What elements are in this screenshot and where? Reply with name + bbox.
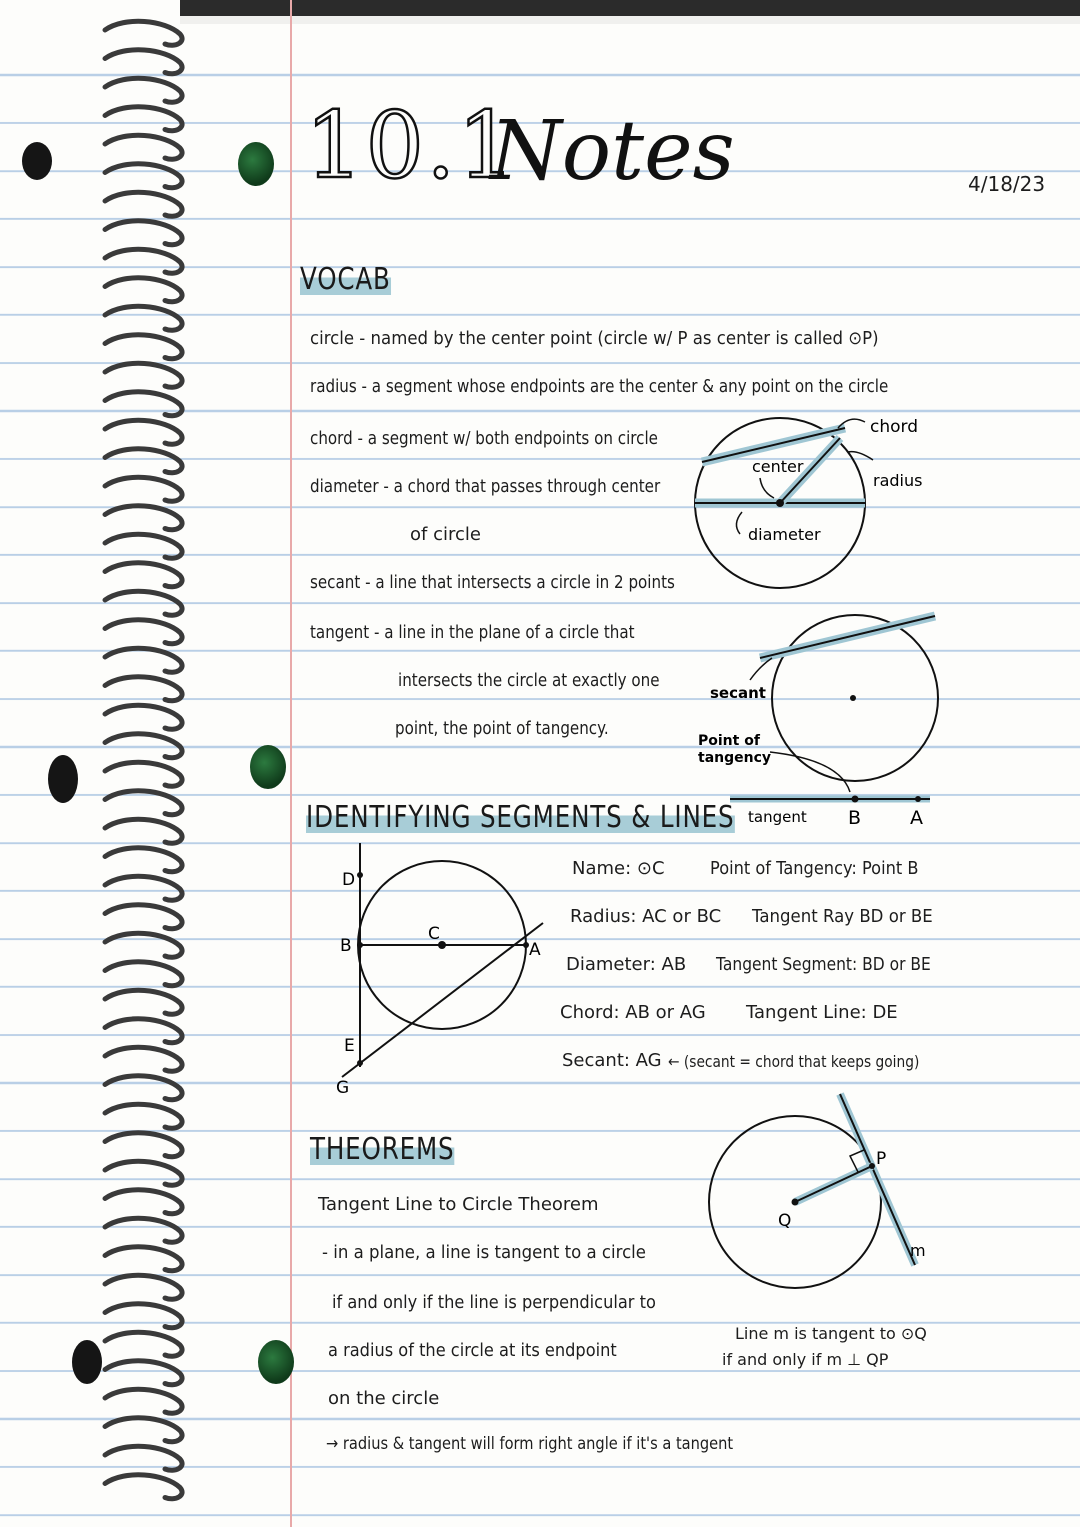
tangency-pointer-arrow bbox=[770, 752, 850, 792]
spiral-coil bbox=[105, 876, 182, 900]
secant-tangent-diagram bbox=[690, 600, 960, 830]
point-p-label: P bbox=[876, 1149, 887, 1169]
spiral-coil bbox=[105, 620, 182, 644]
spiral-coil bbox=[105, 534, 182, 558]
identifying-diagram bbox=[330, 835, 560, 1100]
point-of-tangency-label-2: tangency bbox=[698, 750, 772, 766]
identify-radius: Radius: AC or BC bbox=[570, 906, 722, 927]
spiral-coil bbox=[105, 164, 182, 188]
theorems-heading: THEOREMS bbox=[310, 1132, 455, 1167]
vocab-circle: circle - named by the center point (circle w/ P as center is called ⊙P) bbox=[310, 328, 879, 349]
identifying-heading: IDENTIFYING SEGMENTS & LINES bbox=[306, 800, 735, 835]
spiral-coil bbox=[105, 1418, 182, 1442]
spiral-coil bbox=[105, 677, 182, 701]
top-edge-light bbox=[180, 16, 1080, 24]
theorem-line-1: - in a plane, a line is tangent to a circle bbox=[322, 1242, 646, 1263]
center-dot bbox=[850, 695, 856, 701]
point-e-label: E bbox=[344, 1036, 355, 1056]
radius-qp-line bbox=[795, 1166, 872, 1202]
spiral-coil bbox=[105, 962, 182, 986]
binder-hole bbox=[48, 755, 78, 803]
point-of-tangency-label-1: Point of bbox=[698, 733, 760, 749]
spiral-coil bbox=[105, 591, 182, 615]
spiral-coil bbox=[105, 1475, 182, 1499]
spiral-coil bbox=[105, 1218, 182, 1242]
circle-parts-diagram bbox=[690, 400, 950, 610]
spiral-coil bbox=[105, 363, 182, 387]
center-dot bbox=[776, 499, 784, 507]
theorem-line-4: on the circle bbox=[328, 1388, 440, 1409]
binder-hole bbox=[72, 1340, 102, 1384]
point-b-dot bbox=[357, 942, 363, 948]
spiral-coil bbox=[105, 107, 182, 131]
top-edge bbox=[180, 0, 1080, 16]
spiral-binding bbox=[95, 0, 205, 1527]
theorem-line-3: a radius of the circle at its endpoint bbox=[328, 1340, 617, 1361]
spiral-coil bbox=[105, 506, 182, 530]
theorem-caption-1: Line m is tangent to ⊙Q bbox=[735, 1324, 927, 1343]
spiral-coil bbox=[105, 1389, 182, 1413]
spiral-coil bbox=[105, 1104, 182, 1128]
vocab-diameter: diameter - a chord that passes through center bbox=[310, 476, 661, 497]
spiral-coil bbox=[105, 1161, 182, 1185]
point-g-label: G bbox=[336, 1078, 350, 1098]
spiral-coil bbox=[105, 392, 182, 416]
theorem-caption-2: if and only if m ⊥ QP bbox=[722, 1350, 889, 1369]
spiral-coil bbox=[105, 1190, 182, 1214]
spiral-coil bbox=[105, 1446, 182, 1470]
vocab-secant: secant - a line that intersects a circle in 2 points bbox=[310, 572, 675, 593]
spiral-coil bbox=[105, 221, 182, 245]
identify-secant: Secant: AG bbox=[562, 1050, 662, 1071]
point-d-label: D bbox=[342, 870, 356, 890]
point-a-label: A bbox=[910, 807, 923, 829]
identify-tangent-ray: Tangent Ray BD or BE bbox=[752, 906, 933, 927]
spiral-coil bbox=[105, 819, 182, 843]
chord-label: chord bbox=[870, 417, 919, 437]
identify-chord: Chord: AB or AG bbox=[560, 1002, 706, 1023]
vocab-chord: chord - a segment w/ both endpoints on circle bbox=[310, 428, 658, 449]
theorem-line-5: → radius & tangent will form right angle if it's a tangent bbox=[326, 1434, 734, 1454]
vocab-tangent: tangent - a line in the plane of a circle that bbox=[310, 622, 635, 643]
point-d-dot bbox=[357, 872, 363, 878]
secant-line bbox=[760, 616, 935, 658]
identify-name: Name: ⊙C bbox=[572, 858, 665, 879]
identify-point-of-tangency: Point of Tangency: Point B bbox=[710, 858, 919, 879]
binder-hole bbox=[258, 1340, 294, 1384]
line-m-label: m bbox=[910, 1241, 926, 1260]
spiral-coil bbox=[105, 1047, 182, 1071]
date: 4/18/23 bbox=[968, 172, 1046, 196]
spiral-coil bbox=[105, 1076, 182, 1100]
center-arrow bbox=[760, 478, 774, 498]
spiral-coil bbox=[105, 192, 182, 216]
spiral-coil bbox=[105, 1332, 182, 1356]
center-label: center bbox=[752, 457, 804, 476]
identify-secant-note: ← (secant = chord that keeps going) bbox=[668, 1052, 920, 1071]
title-word: Notes bbox=[490, 104, 735, 199]
spiral-coil bbox=[105, 990, 182, 1014]
spiral-coil bbox=[105, 50, 182, 74]
vocab-diameter-cont: of circle bbox=[410, 524, 481, 545]
tangent-label: tangent bbox=[748, 808, 807, 826]
point-b-label: B bbox=[848, 807, 862, 829]
point-c-label: C bbox=[428, 924, 440, 944]
vocab-tangent-cont2: point, the point of tangency. bbox=[395, 718, 609, 739]
binder-hole bbox=[238, 142, 274, 186]
vocab-heading: VOCAB bbox=[300, 262, 391, 297]
theorem-line-2: if and only if the line is perpendicular to bbox=[332, 1292, 656, 1313]
vocab-radius: radius - a segment whose endpoints are the center & any point on the circle bbox=[310, 376, 889, 397]
spiral-coil bbox=[105, 1361, 182, 1385]
identify-diameter: Diameter: AB bbox=[566, 954, 687, 975]
spiral-coil bbox=[105, 1019, 182, 1043]
spiral-coil bbox=[105, 249, 182, 273]
theorem-name: Tangent Line to Circle Theorem bbox=[318, 1194, 599, 1215]
spiral-coil bbox=[105, 1304, 182, 1328]
spiral-coil bbox=[105, 420, 182, 444]
title-number: 10.1 bbox=[305, 92, 518, 199]
binder-hole bbox=[250, 745, 286, 789]
spiral-coil bbox=[105, 78, 182, 102]
spiral-coil bbox=[105, 648, 182, 672]
point-p-dot bbox=[869, 1163, 875, 1169]
spiral-coil bbox=[105, 306, 182, 330]
spiral-coil bbox=[105, 1247, 182, 1271]
spiral-coil bbox=[105, 563, 182, 587]
spiral-coil bbox=[105, 449, 182, 473]
spiral-coil bbox=[105, 1133, 182, 1157]
theorem-diagram bbox=[700, 1090, 950, 1310]
point-a-dot bbox=[915, 796, 921, 802]
binder-hole bbox=[22, 142, 52, 180]
point-q-dot bbox=[792, 1199, 799, 1206]
point-b-label: B bbox=[340, 936, 352, 956]
spiral-coil bbox=[105, 1275, 182, 1299]
diameter-arrow bbox=[736, 512, 742, 534]
point-a-label: A bbox=[529, 940, 541, 960]
vocab-tangent-cont1: intersects the circle at exactly one bbox=[398, 670, 660, 691]
spiral-coil bbox=[105, 848, 182, 872]
spiral-coil bbox=[105, 905, 182, 929]
spiral-coil bbox=[105, 135, 182, 159]
radius-label: radius bbox=[873, 471, 923, 490]
secant-label: secant bbox=[710, 684, 766, 702]
identify-tangent-line: Tangent Line: DE bbox=[746, 1002, 898, 1023]
identify-tangent-segment: Tangent Segment: BD or BE bbox=[716, 954, 931, 975]
spiral-coil bbox=[105, 762, 182, 786]
point-q-label: Q bbox=[778, 1211, 792, 1231]
spiral-coil bbox=[105, 705, 182, 729]
spiral-coil bbox=[105, 477, 182, 501]
diameter-label: diameter bbox=[748, 525, 821, 544]
spiral-coil bbox=[105, 791, 182, 815]
spiral-coil bbox=[105, 335, 182, 359]
spiral-coil bbox=[105, 734, 182, 758]
margin-line bbox=[290, 0, 292, 1527]
point-e-dot bbox=[357, 1060, 363, 1066]
spiral-coil bbox=[105, 21, 182, 45]
spiral-coil bbox=[105, 278, 182, 302]
point-b-dot bbox=[852, 796, 859, 803]
spiral-coil bbox=[105, 933, 182, 957]
